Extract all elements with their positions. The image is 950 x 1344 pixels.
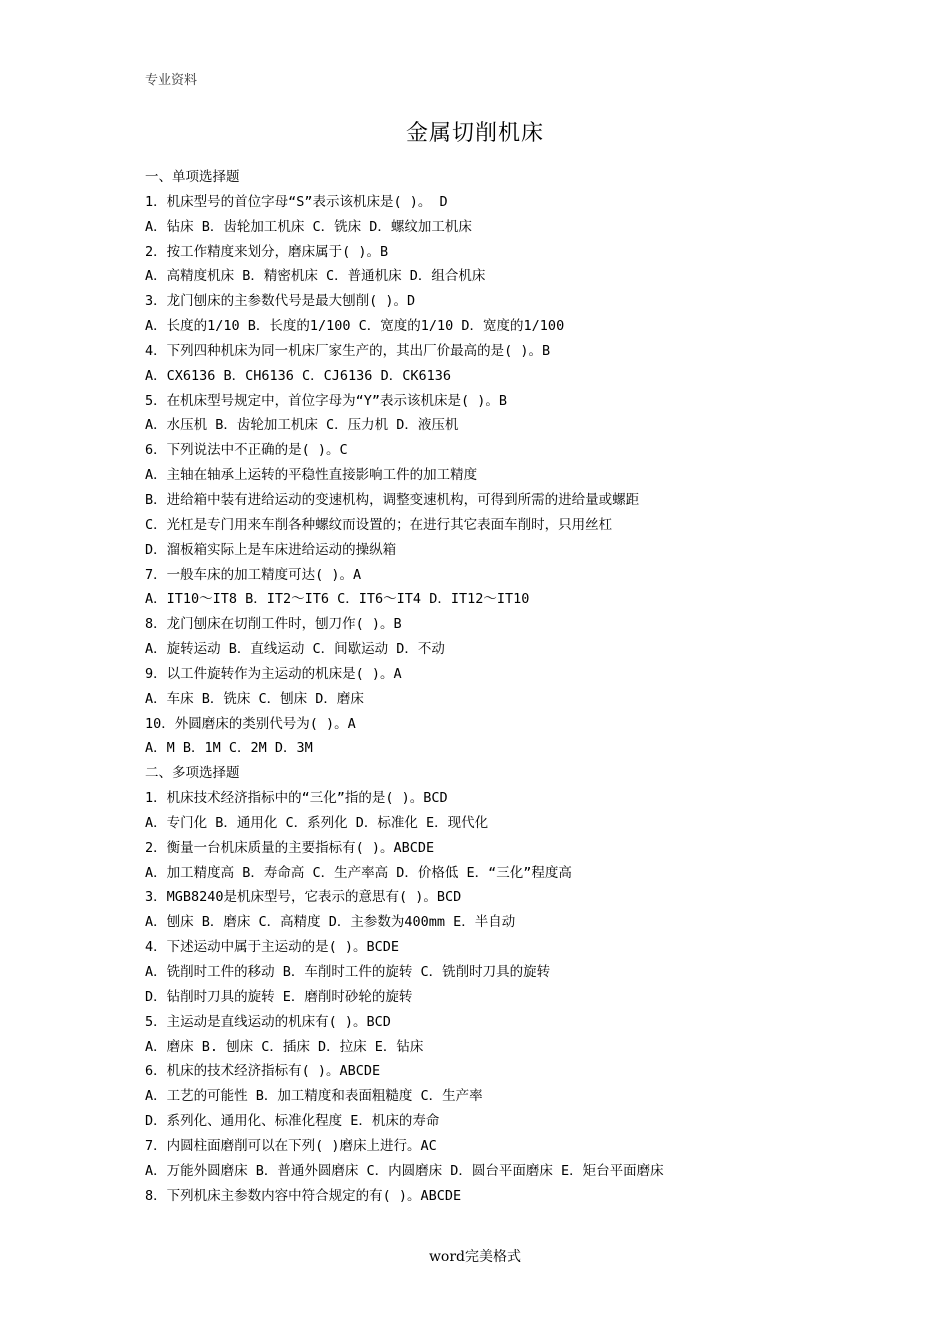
question-line: 3．MGB8240是机床型号，它表示的意思有( )。BCD [145,889,462,906]
question-line: 6．下列说法中不正确的是( )。C [145,442,348,459]
options-line: B．进给箱中装有进给运动的变速机构，调整变速机构，可得到所需的进给量或螺距 [145,491,640,508]
options-line: A．万能外圆磨床 B．普通外圆磨床 C．内圆磨床 D．圆台平面磨床 E．矩台平面磨床 [145,1162,664,1179]
question-line: 4．下列四种机床为同一机床厂家生产的，其出厂价最高的是( )。B [145,342,551,359]
options-line: A．铣削时工件的移动 B．车削时工件的旋转 C．铣削时刀具的旋转 [145,964,551,980]
options-line: A．旋转运动 B．直线运动 C．间歇运动 D．不动 [145,641,445,658]
options-line: D．钻削时刀具的旋转 E．磨削时砂轮的旋转 [145,988,413,1005]
question-list [145,165,845,1208]
options-line: A．高精度机床 B．精密机床 C．普通机床 D．组合机床 [145,268,486,285]
options-line: A．长度的1/10 B．长度的1/100 C．宽度的1/10 D．宽度的1/100 [145,318,565,335]
section-heading: 一、单项选择题 [145,169,240,185]
question-line: 10．外圆磨床的类别代号为( )。A [145,715,356,732]
options-line: A．加工精度高 B．寿命高 C．生产率高 D．价格低 E．“三化”程度高 [145,864,572,881]
options-line: A．刨床 B．磨床 C．高精度 D．主参数为400mm E．半自动 [145,914,516,931]
options-line: C．光杠是专门用来车削各种螺纹而设置的；在进行其它表面车削时，只用丝杠 [145,516,613,533]
options-line: A．主轴在轴承上运转的平稳性直接影响工件的加工精度 [145,467,478,484]
section-heading: 二、多项选择题 [145,765,240,782]
question-line: 8．下列机床主参数内容中符合规定的有( )。ABCDE [145,1187,462,1204]
options-line: A．CX6136 B．CH6136 C．CJ6136 D．CK6136 [145,367,451,384]
document-title: 金属切削机床 [405,121,544,146]
header-note: 专业资料 [145,73,198,88]
options-line: A．磨床 B. 刨床 C．插床 D．拉床 E．钻床 [145,1038,424,1055]
options-line: A．工艺的可能性 B．加工精度和表面粗糙度 C．生产率 [145,1088,483,1105]
footer-note: word完美格式 [428,1249,522,1265]
question-line: 7．一般车床的加工精度可达( )。A [145,566,362,583]
options-line: D．系列化、通用化、标准化程度 E．机床的寿命 [145,1113,440,1130]
question-line: 1．机床技术经济指标中的“三化”指的是( )。BCD [145,790,448,807]
options-line: A．钻床 B．齿轮加工机床 C．铣床 D．螺纹加工机床 [145,218,472,235]
question-line: 7．内圆柱面磨削可以在下列( )磨床上进行。AC [145,1137,437,1154]
question-line: 5．主运动是直线运动的机床有( )。BCD [145,1013,391,1030]
question-line: 9．以工件旋转作为主运动的机床是( )。A [145,665,402,682]
question-line: 4．下述运动中属于主运动的是( )。BCDE [145,939,400,956]
options-line: A．专门化 B．通用化 C．系列化 D．标准化 E．现代化 [145,814,489,831]
question-line: 8．龙门刨床在切削工件时，刨刀作( )。B [145,616,402,633]
options-line: A．车床 B．铣床 C．刨床 D．磨床 [145,690,364,707]
question-line: 2．衡量一台机床质量的主要指标有( )。ABCDE [145,839,435,856]
options-line: A．水压机 B．齿轮加工机床 C．压力机 D．液压机 [145,417,459,434]
question-line: 5．在机床型号规定中，首位字母为“Y”表示该机床是( )。B [145,392,508,409]
options-line: A．M B．1M C．2M D．3M [145,740,313,757]
question-line: 6．机床的技术经济指标有( )。ABCDE [145,1063,381,1080]
question-line: 1．机床型号的首位字母“S”表示该机床是( )。 D [145,193,448,210]
question-line: 2．按工作精度来划分，磨床属于( )。B [145,243,389,260]
options-line: D．溜板箱实际上是车床进给运动的操纵箱 [145,541,397,558]
options-line: A．IT10～IT8 B．IT2～IT6 C．IT6～IT4 D．IT12～IT10 [145,591,530,608]
question-line: 3．龙门刨床的主参数代号是最大刨削( )。D [145,293,416,310]
